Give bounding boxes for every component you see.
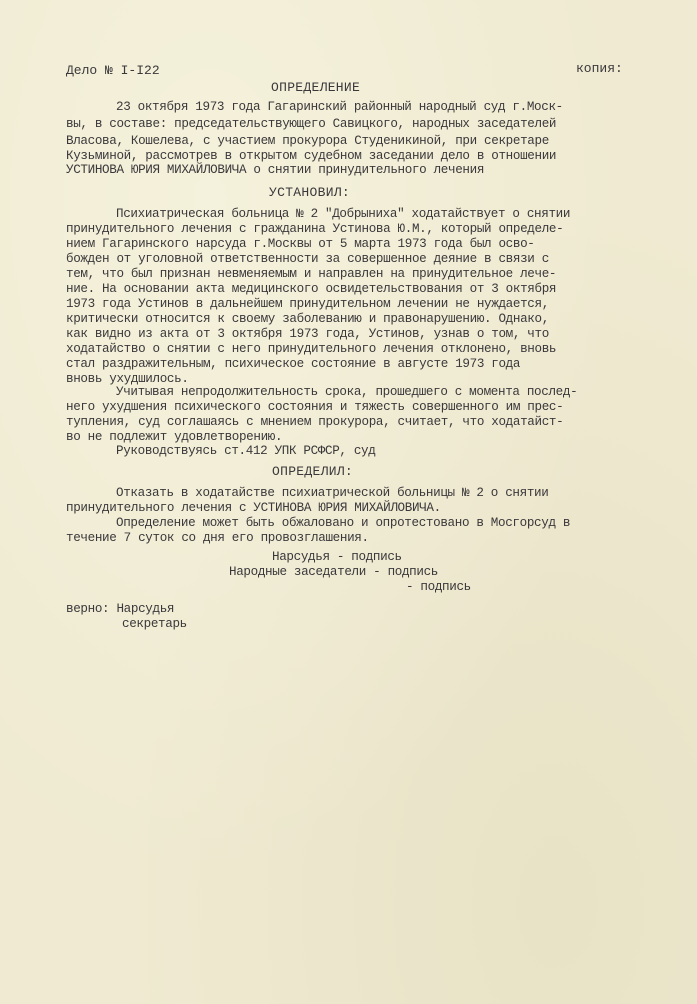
decision-line: Определение может быть обжаловано и опротестовано в Мосгорсуд в [116, 516, 571, 530]
body-line: вновь ухудшилось. [66, 372, 189, 386]
decision-line: Отказать в ходатайстве психиатрической больницы № 2 о снятии [116, 486, 549, 500]
body-line: него ухудшения психического состояния и тяжесть совершенного им прес- [66, 400, 564, 414]
body-line: принудительного лечения с гражданина Устинова Ю.М., который определе- [66, 222, 564, 236]
intro-line: УСТИНОВА ЮРИЯ МИХАЙЛОВИЧА о снятии принудительного лечения [66, 163, 485, 177]
signature-assessor-second: - подпись [406, 580, 471, 594]
copy-mark: копия: [576, 61, 623, 76]
signature-assessors: Народные заседатели - подпись [229, 565, 439, 579]
body-line: Психиатрическая больница № 2 "Добрыниха" ходатайствует о снятии [116, 207, 571, 221]
body-line: как видно из акта от 3 октября 1973 года, Устинов, узнав о том, что [66, 327, 549, 341]
section-decided-heading: ОПРЕДЕЛИЛ: [272, 464, 354, 479]
body-line: стал раздражительным, психическое состояние в августе 1973 года [66, 357, 521, 371]
body-line: Руководствуясь ст.412 УПК РСФСР, суд [116, 444, 376, 458]
body-line: божден от уголовной ответственности за совершенное деяние в связи с [66, 252, 549, 266]
certification-secretary: секретарь [122, 617, 187, 631]
body-line: ходатайство о снятии с него принудительного лечения отклонено, вновь [66, 342, 557, 356]
body-line: нием Гагаринского нарсуда г.Москвы от 5 марта 1973 года был осво- [66, 237, 535, 251]
case-number: Дело № I-I22 [66, 63, 160, 78]
body-line: тупления, суд соглашаясь с мнением прокурора, считает, что ходатайст- [66, 415, 564, 429]
signature-judge: Нарсудья - подпись [272, 550, 402, 564]
certification-judge: верно: Нарсудья [66, 602, 175, 616]
document-title: ОПРЕДЕЛЕНИЕ [271, 80, 361, 95]
intro-line: вы, в составе: председательствующего Савицкого, народных заседателей [66, 117, 557, 131]
intro-line: 23 октября 1973 года Гагаринский районный народный суд г.Моск- [116, 100, 563, 114]
body-line: критически относится к своему заболеванию и правонарушению. Однако, [66, 312, 549, 326]
intro-line: Кузьминой, рассмотрев в открытом судебном заседании дело в отношении [66, 149, 557, 163]
section-established-heading: УСТАНОВИЛ: [269, 185, 351, 200]
decision-line: принудительного лечения с УСТИНОВА ЮРИЯ МИХАЙЛОВИЧА. [66, 501, 441, 515]
body-line: тем, что был признан невменяемым и направлен на принудительное лече- [66, 267, 557, 281]
intro-line: Власова, Кошелева, с участием прокурора Студеникиной, при секретаре [66, 134, 549, 148]
body-line: 1973 года Устинов в дальнейшем принудительном лечении не нуждается, [66, 297, 549, 311]
body-line: во не подлежит удовлетворению. [66, 430, 283, 444]
body-line: Учитывая непродолжительность срока, прошедшего с момента послед- [116, 385, 578, 399]
decision-line: течение 7 суток со дня его провозглашения. [66, 531, 369, 545]
body-line: ние. На основании акта медицинского освидетельствования от 3 октября [66, 282, 557, 296]
